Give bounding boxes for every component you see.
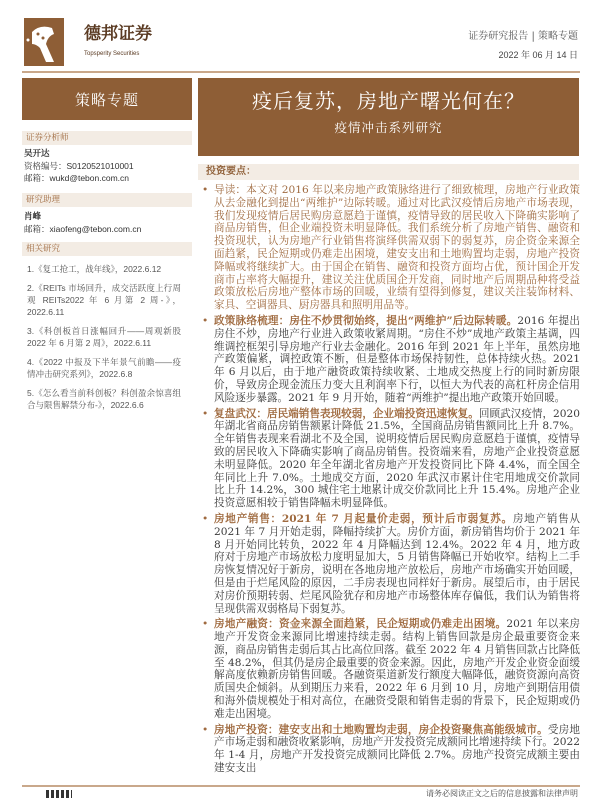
analyst-name: 吴开达: [24, 149, 50, 159]
bullet-heading: 复盘武汉：居民端销售表现较弱，企业端投资迅速恢复。: [214, 407, 479, 420]
bullet-financing: [200, 618, 580, 720]
title-banner: [198, 78, 579, 156]
brand-name: 德邦证券: [84, 24, 152, 44]
report-subtitle: 疫情冲击系列研究: [334, 120, 443, 135]
related-heading: 相关研究: [22, 242, 192, 256]
bullet-wuhan: [200, 408, 580, 510]
bullet-text: 房地产销售从 2021 年 7 月开始走弱，降幅持续扩大。房价方面，新房销售均价于 2021 年 8 月开始同比转负，2022 年 4 月降幅达到 12.4%。2022 年 4 月，地方政府对于房地产市场放松力度明显加大，5 月销售降幅已开始收窄。结构上二手房恢复情况好于新房，说明在各地房地产放松后，房地产市场确实开始回暖，但是由于烂尾风险的原因，二手房表现也同样好于新房。展望后市，由于居民对房价预期转弱、烂尾风险犹存和房地产市场整体库存偏低，我们认为销售将呈现供需双弱格局下弱复苏。: [214, 512, 580, 615]
analyst-heading: 证券分析师: [22, 131, 192, 145]
bullet-heading: 房地产销售：2021 年 7 月起量价走弱，预计后市弱复苏。: [214, 512, 513, 525]
bullet-icon: •: [202, 407, 209, 420]
header-divider: [22, 71, 580, 73]
investment-points-heading: 投资要点：: [198, 164, 579, 180]
footer-divider: [22, 785, 580, 787]
report-date: 2022 年 06 月 14 日: [498, 50, 578, 60]
bullet-text: 导读：本文对 2016 年以来房地产政策脉络进行了细致梳理，房地产行业政策从去金融化到提出“两维护”边际转暖。通过对比武汉疫情后房地产市场表现，我们发现疫情后居民购房意愿趋于谨慎，疫情导致的居民收入下降确实影响了商品房销售，但企业端投资未明显降低。我们系统分析了房地产销售、融资和投资现状，认为房地产行业销售将演绎供需双弱下的弱复苏，房企资金来源全面趋紧，民企短期或仍难走出困境，建安支出和土地购置均走弱，房地产投资降幅或将继续扩大。由于国企在销售、融资和投资方面均占优，预计国企开发商市占率将大幅提升，建议关注优质国企开发商，同时地产后周期品种将受益政策放松后房地产整体市场的回暖，业绩有望得到修复，建议关注装饰材料、家具、空调器具、厨房器具和照明用品等。: [214, 184, 580, 312]
report-title: 疫后复苏，房地产曙光何在？: [252, 89, 525, 113]
bullet-text: 2021 年以来房地产开发资金来源同比增速持续走弱。结构上销售回款是房企最重要资金来源，商品房销售走弱后其占比高位回落。截至 2022 年 4 月销售回款占比降低至 48.2%，但其仍是房企最重要的资金来源。因此，房地产开发企业资金面缓解高度依赖新房销售回暖。各融资渠道新发行额度大幅降低，融资资源向高资质国央企倾斜。从到期压力来看，2022 年 6 月到 10 月，房地产到期信用债和海外债规模处于相对高位，在融资受限和销售走弱的背景下，民企短期或仍难走出困境。: [214, 618, 580, 720]
bullet-policy: [200, 315, 580, 405]
topic-banner: 策略专题: [22, 78, 192, 120]
related-item[interactable]: 1.《复工抢工，战年线》，2022.6.12: [27, 264, 162, 274]
bullet-text: 回顾武汉疫情，2020 年湖北省商品房销售额累计降低 21.5%，全国商品房销售额同比上升 8.7%。全年销售表现来看湖北不及全国，说明疫情后居民购房意愿趋于谨慎，疫情导致的居民收入下降确实影响了商品房销售。投资端来看，房地产企业投资意愿未明显降低。2020 年全年湖北省房地产开发投资同比下降 4.4%，而全国全年同比上升 7.0%。土地成交方面，2020 年武汉市累计住宅用地成交价款同比上升 14.2%，300 城住宅土地累计成交价款同比上升 15.4%。房地产企业投资意愿相较于销售降幅未明显降低。: [214, 407, 580, 510]
assistant-email[interactable]: 邮箱：xiaofeng@tebon.com.cn: [24, 224, 142, 234]
bullet-icon: •: [202, 618, 209, 631]
bullet-heading: 房地产投资：建安支出和土地购置均走弱，房企投资聚焦高能级城市。: [214, 723, 548, 736]
company-logo: [24, 18, 64, 66]
assistant-info: [24, 210, 141, 235]
qr-code-icon: [46, 790, 72, 798]
report-type: 证券研究报告 | 策略专题: [468, 31, 578, 42]
related-item[interactable]: 2.《REITs 市场回升，成交活跃度上行周观 REITs2022 年 6 月第 2 周-》，2022.6.11: [27, 283, 181, 317]
analyst-info: [24, 147, 134, 184]
investment-points: [200, 184, 580, 778]
related-item[interactable]: 5.《怎么看当前科创板？科创盈余惊喜组合与限售解禁分布-》，2022.6.6: [27, 388, 181, 410]
bullet-text: 受房地产市场走弱和融资收紧影响，房地产开发投资完成额同比增速持续下行。2022 年 1-4 月，房地产开发投资完成额同比降低 2.7%。房地产投资完成额主要由建安支出: [214, 723, 581, 775]
legal-disclaimer: 请务必阅读正文之后的信息披露和法律声明: [426, 789, 578, 798]
related-item[interactable]: 3.《科创板首日涨幅回升——周观新股 2022 年 6 月第 2 周》，2022.6.11: [27, 326, 181, 348]
bullet-icon: •: [202, 512, 209, 525]
bullet-text: 2016 年提出房住不炒，房地产行业进入政策收紧周期。“房住不炒”成地产政策主基调，四维调控框架引导房地产行业去金融化。2016 年到 2021 年上半年，虽然房地产政策偏紧，调控政策不断，但是整体市场保持韧性，总体持续火热。2021 年 6 月以后，由于地产融资政策持续收紧、土地成交热度上行的同时新房限价，导致房企现金流压力变大且利润率下行，以恒大为代表的高杠杆房企信用风险逐步暴露。2021 年 9 月开始，随着“两维护”提出地产政策开始回暖。: [214, 314, 580, 404]
assistant-heading: 研究助理: [22, 193, 192, 207]
analyst-email[interactable]: 邮箱：wukd@tebon.com.cn: [24, 173, 130, 183]
brand-name-en: Topsperity Securities: [84, 51, 140, 57]
analyst-cert: 资格编号：S0120521010001: [24, 161, 134, 171]
bullet-icon: •: [202, 184, 209, 196]
bullet-heading: 房地产融资：资金来源全面趋紧，民企短期或仍难走出困境。: [214, 618, 507, 631]
bullet-sales: [200, 513, 580, 615]
related-item[interactable]: 4.《2022 中报及下半年景气前瞻——疫情冲击研究系列》，2022.6.8: [27, 357, 181, 379]
bullet-heading: 政策脉络梳理：房住不炒贯彻始终，提出“两维护”后边际转暖。: [214, 314, 518, 327]
assistant-name: 肖峰: [24, 212, 42, 222]
bullet-investment: [200, 724, 580, 775]
bullet-icon: •: [202, 314, 209, 327]
bullet-icon: •: [202, 723, 209, 736]
bullet-intro: [200, 184, 580, 312]
related-research-list: [27, 263, 181, 418]
